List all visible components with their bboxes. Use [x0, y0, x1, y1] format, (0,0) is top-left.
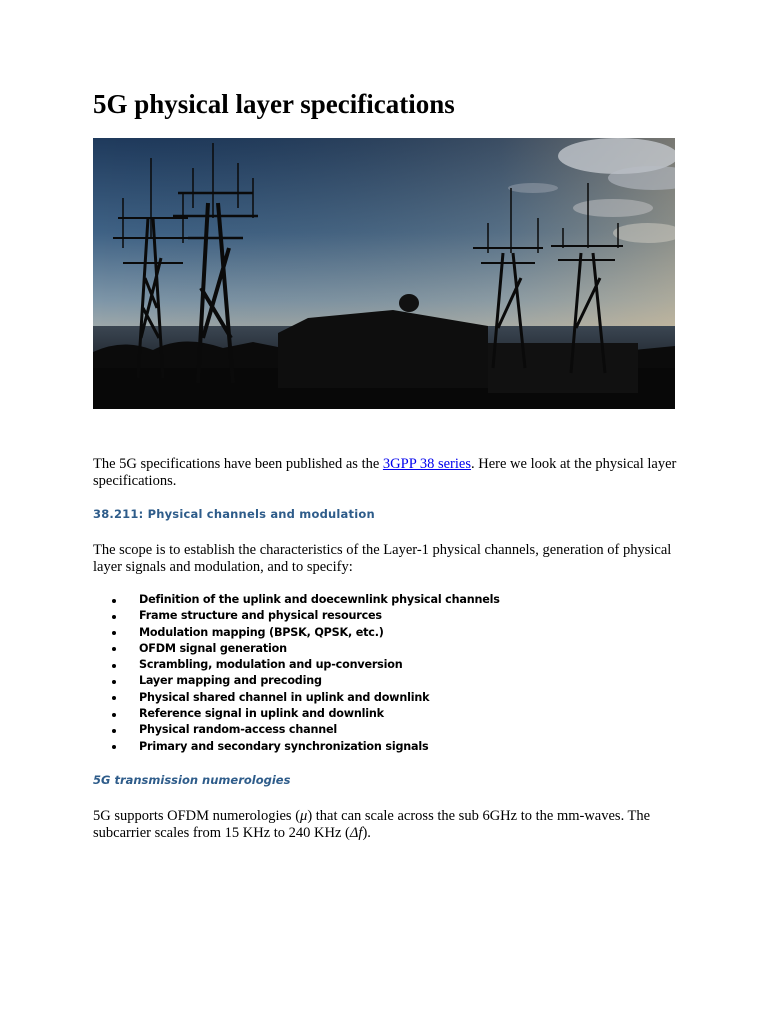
list-item-label: Definition of the uplink and doecewnlink physical channels	[139, 593, 500, 606]
list-item-label: Physical random-access channel	[139, 723, 337, 737]
mu-symbol: μ	[300, 808, 308, 824]
bullet-icon	[112, 664, 116, 668]
section-heading-numerologies: 5G transmission numerologies	[93, 773, 291, 787]
list-item	[112, 625, 500, 641]
list-item	[112, 592, 500, 608]
list-item	[112, 657, 500, 673]
list-item-label: Scrambling, modulation and up-conversion	[139, 658, 403, 672]
list-item	[112, 673, 500, 689]
bullet-icon	[112, 615, 116, 619]
list-item-label: Modulation mapping (BPSK, QPSK, etc.)	[139, 625, 384, 639]
delta-f-symbol: Δf	[349, 824, 363, 841]
radio-towers-photo	[93, 138, 675, 409]
list-item-label: Reference signal in uplink and downlink	[139, 707, 384, 721]
numerologies-paragraph	[93, 808, 693, 841]
list-item-label: Frame structure and physical resources	[139, 609, 382, 623]
bullet-icon	[112, 631, 116, 635]
bullet-icon	[112, 599, 116, 603]
scope-paragraph: The scope is to establish the characteristics of the Layer-1 physical channels, generation of physical layer signals and modulation, and to specify:	[93, 542, 672, 575]
bullet-icon	[112, 647, 116, 651]
list-item	[112, 641, 500, 657]
bullet-icon	[112, 729, 116, 733]
bullet-icon	[112, 713, 116, 717]
numerologies-text-2: ) that can scale across the sub 6GHz to the mm-waves. The subcarrier scales from 15 KHz to 240 KHz (	[93, 808, 651, 841]
bullet-icon	[112, 680, 116, 684]
list-item	[112, 706, 500, 722]
numerologies-text-1: 5G supports OFDM numerologies (	[93, 808, 301, 824]
list-item-label: OFDM signal generation	[139, 641, 287, 655]
list-item-label: Physical shared channel in uplink and downlink	[139, 690, 430, 704]
list-item-label: Layer mapping and precoding	[139, 674, 322, 688]
intro-paragraph	[93, 456, 693, 489]
spec-bullet-list	[112, 592, 500, 755]
intro-text-before: The 5G specifications have been published as the	[93, 456, 383, 472]
list-item	[112, 722, 500, 738]
intro-text-after: . Here we look at the physical layer specifications.	[93, 456, 677, 489]
list-item-label: Primary and secondary synchronization signals	[139, 739, 429, 753]
list-item	[112, 690, 500, 706]
numerologies-text-3: ).	[362, 824, 371, 841]
3gpp-38-series-link[interactable]: 3GPP 38 series	[382, 456, 471, 472]
section-heading-38-211: 38.211: Physical channels and modulation	[93, 507, 375, 521]
page-title: 5G physical layer specifications	[93, 89, 455, 119]
list-item	[112, 608, 500, 624]
bullet-icon	[112, 696, 116, 700]
list-item	[112, 739, 500, 755]
bullet-icon	[112, 745, 116, 749]
